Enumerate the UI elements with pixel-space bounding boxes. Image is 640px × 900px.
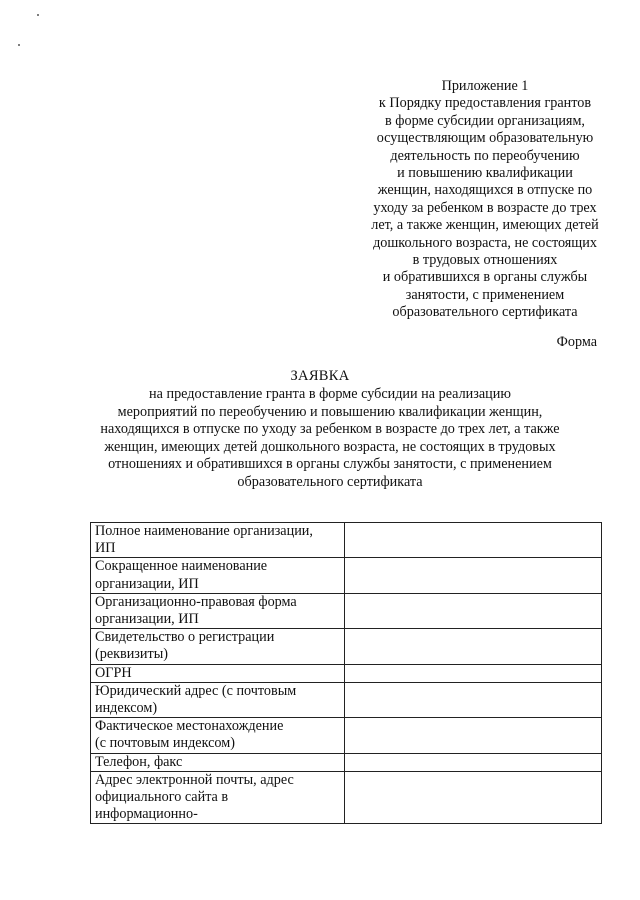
row-value-phone-fax[interactable] xyxy=(344,753,601,771)
appendix-line: Приложение 1 xyxy=(441,78,529,94)
row-value-legal-form[interactable] xyxy=(344,593,601,628)
row-label-line: информационно- xyxy=(95,806,198,823)
row-label-line: Сокращенное наименование xyxy=(95,558,268,575)
row-value-legal-address[interactable] xyxy=(344,682,601,717)
table-row xyxy=(91,682,602,717)
row-label-line: официального сайта в xyxy=(95,789,229,806)
row-label-phone-fax xyxy=(91,753,345,771)
row-label-line: (с почтовым индексом) xyxy=(95,735,235,752)
row-label-actual-location xyxy=(91,718,345,753)
appendix-line: образовательного сертификата xyxy=(392,304,578,321)
table-row xyxy=(91,593,602,628)
row-label-ogrn xyxy=(91,664,345,682)
form-label: Форма xyxy=(556,334,597,350)
row-value-short-name[interactable] xyxy=(344,558,601,593)
table-row xyxy=(91,753,602,771)
row-value-full-name[interactable] xyxy=(344,523,601,558)
row-label-line: Адрес электронной почты, адрес xyxy=(95,771,294,788)
appendix-header xyxy=(340,78,630,322)
row-label-email-website xyxy=(91,771,345,824)
row-label-line: ОГРН xyxy=(95,664,132,681)
appendix-line: уходу за ребенком в возрасте до трех xyxy=(373,199,597,216)
appendix-line: деятельность по переобучению xyxy=(390,147,580,164)
scan-speck xyxy=(37,14,39,16)
subtitle-line: отношениях и обратившихся в органы службы занятости, с применением xyxy=(108,456,552,473)
organization-info-table xyxy=(90,522,602,824)
subtitle-line: женщин, имеющих детей дошкольного возраста, не состоящих в трудовых xyxy=(104,438,556,455)
scan-speck xyxy=(18,44,20,46)
table-row xyxy=(91,629,602,664)
subtitle-line: образовательного сертификата xyxy=(237,473,423,490)
row-label-line: Организационно-правовая форма xyxy=(95,593,297,610)
row-label-full-name xyxy=(91,523,345,558)
row-value-ogrn[interactable] xyxy=(344,664,601,682)
row-label-legal-form xyxy=(91,593,345,628)
row-label-line: организации, ИП xyxy=(95,575,199,592)
row-label-line: ИП xyxy=(95,540,116,557)
row-label-line: Свидетельство о регистрации xyxy=(95,629,275,646)
row-label-line: (реквизиты) xyxy=(95,646,168,663)
row-label-line: Юридический адрес (с почтовым xyxy=(95,682,297,699)
row-label-line: Полное наименование организации, xyxy=(95,523,313,539)
row-value-actual-location[interactable] xyxy=(344,718,601,753)
appendix-line: лет, а также женщин, имеющих детей xyxy=(371,217,599,234)
row-label-line: Фактическое местонахождение xyxy=(95,718,284,735)
row-value-email-website[interactable] xyxy=(344,771,601,824)
appendix-line: и повышению квалификации xyxy=(397,165,573,182)
appendix-line: женщин, находящихся в отпуске по xyxy=(377,182,593,199)
table-row xyxy=(91,558,602,593)
appendix-line: занятости, с применением xyxy=(405,286,565,303)
row-label-line: организации, ИП xyxy=(95,611,199,628)
appendix-line: в трудовых отношениях xyxy=(412,252,558,269)
subtitle-line: на предоставление гранта в форме субсидии на реализацию xyxy=(149,386,511,402)
row-label-line: Телефон, факс xyxy=(95,753,183,770)
table-row xyxy=(91,771,602,824)
document-title: ЗАЯВКА xyxy=(290,368,350,384)
row-value-registration-certificate[interactable] xyxy=(344,629,601,664)
row-label-legal-address xyxy=(91,682,345,717)
appendix-line: в форме субсидии организациям, xyxy=(385,112,585,129)
table-row xyxy=(91,664,602,682)
appendix-line: и обратившихся в органы службы xyxy=(382,269,588,286)
appendix-line: к Порядку предоставления грантов xyxy=(378,95,592,112)
row-label-registration-certificate xyxy=(91,629,345,664)
appendix-line: дошкольного возраста, не состоящих xyxy=(373,234,597,251)
table-row xyxy=(91,523,602,558)
table-row xyxy=(91,718,602,753)
appendix-line: осуществляющим образовательную xyxy=(376,130,594,147)
row-label-short-name xyxy=(91,558,345,593)
subtitle-line: мероприятий по переобучению и повышению квалификации женщин, xyxy=(117,403,543,420)
subtitle-line: находящихся в отпуске по уходу за ребенком в возрасте до трех лет, а также xyxy=(100,421,560,438)
row-label-line: индексом) xyxy=(95,700,158,717)
document-subtitle xyxy=(60,386,600,492)
